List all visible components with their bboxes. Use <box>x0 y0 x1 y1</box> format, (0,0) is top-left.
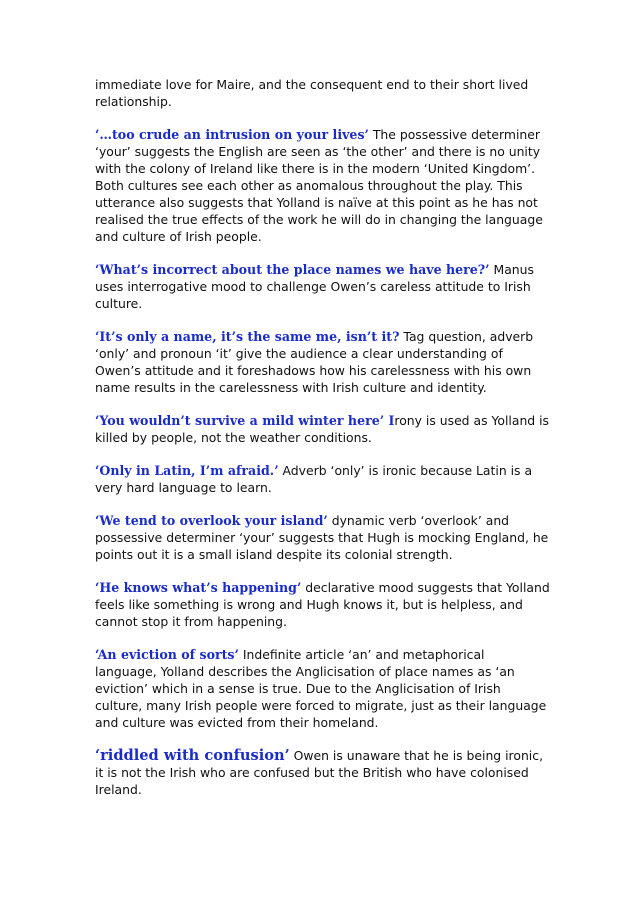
analysis-paragraph-overlook <box>95 512 550 563</box>
quote-eviction: ‘An eviction of sorts’ <box>95 647 239 662</box>
note-eviction: Indefinite article ‘an’ and metaphorical language, Yolland describes the Anglicisation of place names as ‘an eviction’ which in a sense is true. Due to the Anglicisation of Irish culture, many Irish people were forced to migrate, just as their language and culture was evicted from their homeland. <box>95 647 547 730</box>
analysis-paragraph-latin <box>95 462 550 496</box>
note-intrusion: The possessive determiner ‘your’ suggests the English are seen as ‘the other’ and there is no unity with the colony of Ireland like there is in the modern ‘United Kingdom’. Both cultures see each other as anomalous throughout the play. This utterance also suggests that Yolland is naïve at this point as he has not realised the true effects of the work he will do in changing the language and culture of Irish people. <box>95 127 543 244</box>
analysis-paragraph-mild-winter <box>95 412 550 446</box>
intro-text: immediate love for Maire, and the consequent end to their short lived relationship. <box>95 77 529 109</box>
note-confusion: Owen is unaware that he is being ironic, it is not the Irish who are confused but the British who have colonised Ireland. <box>95 748 544 797</box>
note-overlook: dynamic verb ‘overlook’ and possessive determiner ‘your’ suggests that Hugh is mocking England, he points out it is a small island despite its colonial strength. <box>95 513 549 562</box>
quote-confusion: ‘riddled with confusion’ <box>95 747 290 764</box>
quote-happening: ‘He knows what’s happening’ <box>95 580 302 595</box>
analysis-paragraph-intrusion <box>95 126 550 245</box>
note-place-names: Manus uses interrogative mood to challenge Owen’s careless attitude to Irish culture. <box>95 262 534 311</box>
analysis-paragraph-happening <box>95 579 550 630</box>
intro-paragraph <box>95 76 550 110</box>
document-page <box>95 76 550 814</box>
quote-intrusion: ‘…too crude an intrusion on your lives’ <box>95 127 369 142</box>
quote-place-names: ‘What’s incorrect about the place names we have here?’ <box>95 262 490 277</box>
analysis-paragraph-eviction <box>95 646 550 731</box>
note-only-a-name: Tag question, adverb ‘only’ and pronoun ‘it’ give the audience a clear understanding of Owen’s attitude and it foreshadows how his carelessness with his own name results in the carelessness with Irish culture and identity. <box>95 329 534 395</box>
analysis-paragraph-place-names <box>95 261 550 312</box>
analysis-paragraph-confusion <box>95 747 550 798</box>
quote-mild-winter: ‘You wouldn’t survive a mild winter here’ I <box>95 413 395 428</box>
note-latin: Adverb ‘only’ is ironic because Latin is a very hard language to learn. <box>95 463 533 495</box>
note-happening: declarative mood suggests that Yolland feels like something is wrong and Hugh knows it, but is helpless, and cannot stop it from happening. <box>95 580 550 629</box>
quote-only-a-name: ‘It’s only a name, it’s the same me, isn’t it? <box>95 329 400 344</box>
analysis-paragraph-only-a-name <box>95 328 550 396</box>
quote-latin: ‘Only in Latin, I’m afraid.’ <box>95 463 279 478</box>
quote-overlook: ‘We tend to overlook your island’ <box>95 513 328 528</box>
note-mild-winter: rony is used as Yolland is killed by people, not the weather conditions. <box>95 413 550 445</box>
